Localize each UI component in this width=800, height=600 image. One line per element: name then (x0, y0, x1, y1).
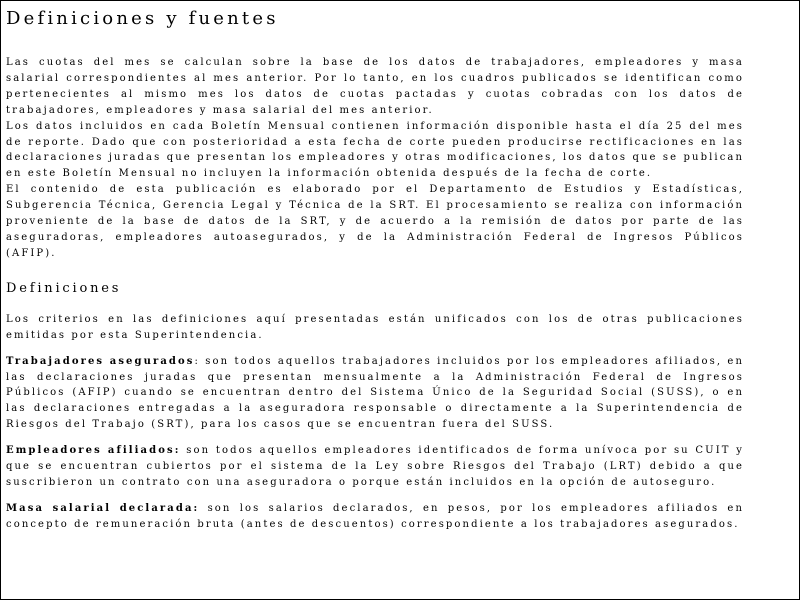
definition-trabajadores (6, 354, 744, 434)
intro-paragraph-3: El contenido de esta publicación es elaborado por el Departamento de Estudios y Estadísticas, Subgerencia Técnica, Gerencia Legal y Técnica de la SRT. El procesamiento se realiza con información proveniente de la base de datos de la SRT, y de acuerdo a la remisión de datos por parte de las aseguradoras, empleadores autoasegurados, y de la Administración Federal de Ingresos Públicos (AFIP). (6, 184, 744, 259)
definition-term: Masa salarial declarada: (6, 502, 200, 514)
definition-empleadores (6, 443, 744, 491)
definition-text: son todos aquellos empleadores identificados de forma unívoca por su CUIT y que se encuentran cubiertos por el sistema de la Ley sobre Riesgos del Trabajo (LRT) debido a que suscribieron un contrato con una aseguradora o porque están incluidos en la opción de autoseguro. (6, 445, 744, 488)
definition-term: Trabajadores asegurados (6, 355, 195, 367)
definitions-intro: Los criterios en las definiciones aquí presentadas están unificados con los de otras publicaciones emitidas por esta Superintendencia. (6, 313, 744, 341)
intro-paragraph-2: Los datos incluidos en cada Boletín Mensual contienen información disponible hasta el día 25 del mes de reporte. Dado que con posterioridad a esta fecha de corte pueden producirse rectificaciones en las declaraciones juradas que presentan los empleadores y otras modificaciones, los datos que se publican en este Boletín Mensual no incluyen la información obtenida después de la fecha de corte. (6, 120, 744, 180)
page-title: Definiciones y fuentes (6, 8, 279, 29)
definition-text: : son todos aquellos trabajadores incluidos por los empleadores afiliados, en las declaraciones juradas que presentan mensualmente a la Administración Federal de Ingresos Públicos (AFIP) cuando se encuentran dentro del Sistema Único de la Seguridad Social (SUSS), o en las declaraciones entregadas a la aseguradora responsable o directamente a la Superintendencia de Riesgos del Trabajo (SRT), para los casos que se encuentran fuera del SUSS. (6, 355, 744, 431)
definition-term: Empleadores afiliados: (6, 445, 181, 457)
definition-masa-salarial (6, 501, 744, 533)
definitions-heading: Definiciones (6, 280, 122, 296)
document-content (6, 7, 744, 533)
intro-paragraph-1: Las cuotas del mes se calculan sobre la base de los datos de trabajadores, empleadores y masa salarial correspondientes al mes anterior. Por lo tanto, en los cuadros publicados se identifican como pertenecientes al mismo mes los datos de cuotas pactadas y cuotas cobradas con los datos de trabajadores, empleadores y masa salarial del mes anterior. (6, 57, 744, 116)
definition-text: son los salarios declarados, en pesos, por los empleadores afiliados en concepto de remuneración bruta (antes de descuentos) correspondiente a los trabajadores asegurados. (6, 502, 744, 530)
